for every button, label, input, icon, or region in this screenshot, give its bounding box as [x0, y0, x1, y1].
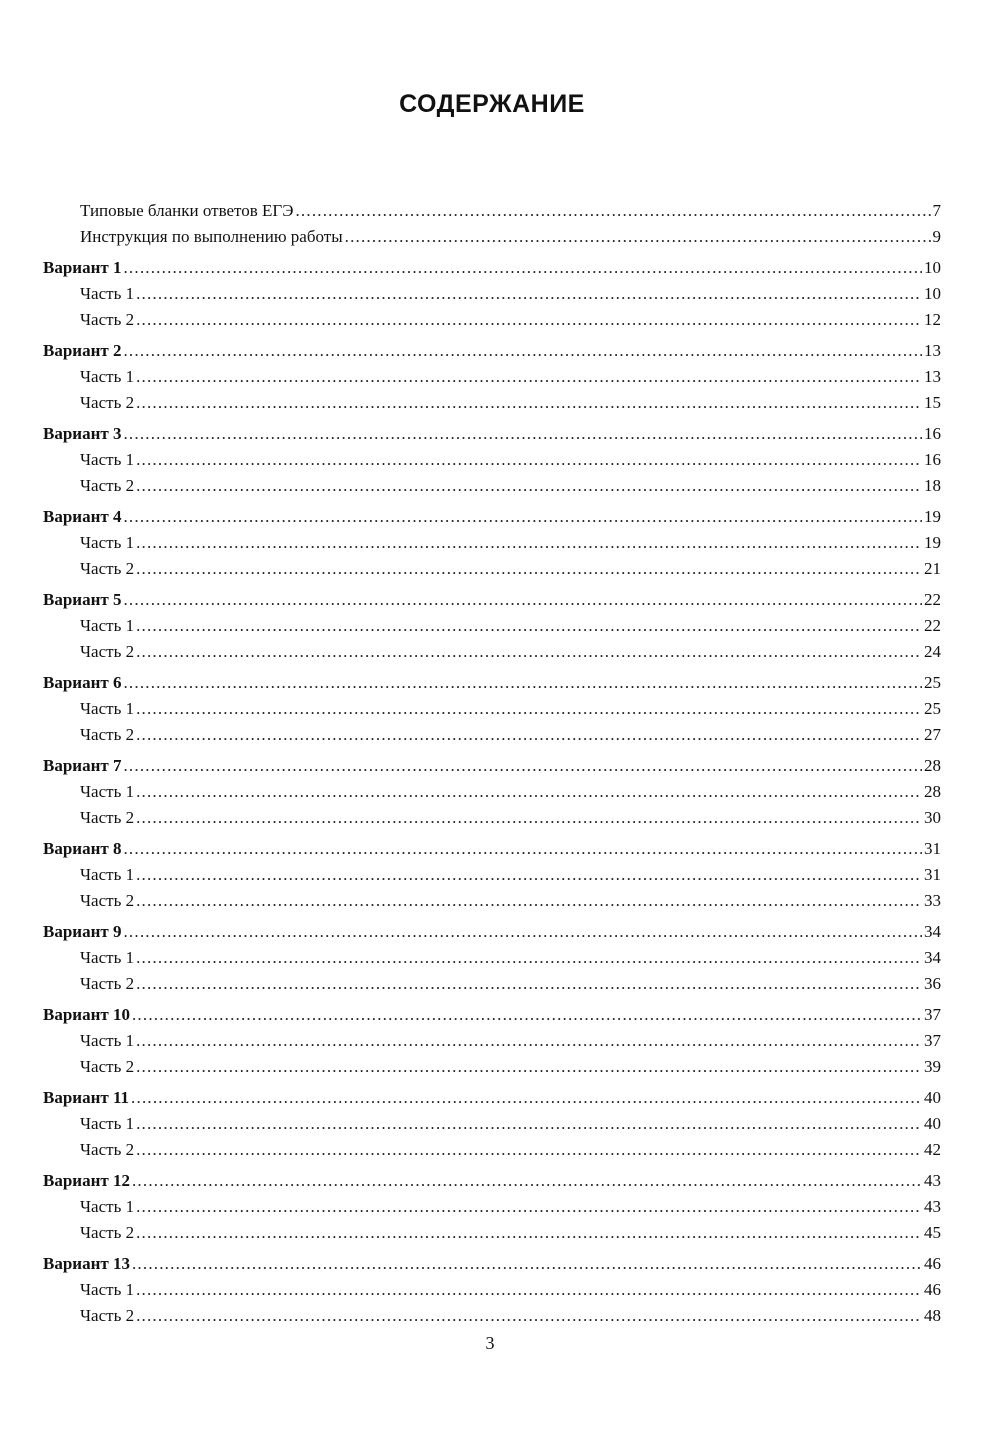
toc-part-entry[interactable]: [43, 530, 941, 556]
toc-part-entry[interactable]: [43, 1277, 941, 1303]
toc-part-entry[interactable]: [43, 390, 941, 416]
toc-entry-label: Вариант 8: [43, 839, 122, 858]
toc-entry-page: 46: [924, 1254, 941, 1273]
toc-entry-label: Вариант 4: [43, 507, 122, 526]
toc-entry-label: Часть 1: [80, 1031, 135, 1050]
toc-entry-page: 10: [924, 258, 941, 277]
toc-variants-group: [43, 255, 941, 1329]
toc-entry-page: 28: [924, 756, 941, 775]
toc-entry-label: Часть 2: [80, 808, 135, 827]
dot-leader: [136, 805, 922, 831]
toc-entry-label: Часть 2: [80, 642, 135, 661]
dot-leader: [132, 1002, 922, 1028]
toc-part-entry[interactable]: [43, 447, 941, 473]
toc-entry-label: Инструкция по выполнению работы: [80, 227, 343, 246]
toc-entry-label: Часть 1: [80, 1114, 135, 1133]
dot-leader: [136, 530, 922, 556]
dot-leader: [136, 1111, 922, 1137]
dot-leader: [131, 1085, 922, 1111]
toc-part-entry[interactable]: [43, 639, 941, 665]
toc-part-entry[interactable]: [43, 1303, 941, 1329]
toc-entry-label: Часть 1: [80, 1280, 135, 1299]
toc-entry-page: 7: [932, 201, 941, 220]
toc-entry-label: Часть 1: [80, 782, 135, 801]
dot-leader: [136, 722, 922, 748]
dot-leader: [136, 556, 922, 582]
dot-leader: [136, 281, 922, 307]
toc-part-entry[interactable]: [43, 722, 941, 748]
dot-leader: [132, 1251, 922, 1277]
toc-part-entry[interactable]: [43, 888, 941, 914]
dot-leader: [123, 421, 922, 447]
toc-entry-label: Часть 1: [80, 616, 135, 635]
toc-entry-label: Часть 1: [80, 367, 135, 386]
toc-entry-label: Часть 1: [80, 450, 135, 469]
dot-leader: [123, 338, 922, 364]
page-number: 3: [485, 1333, 495, 1353]
toc-entry-label: Вариант 6: [43, 673, 122, 692]
dot-leader: [123, 753, 922, 779]
toc-variant-entry[interactable]: [43, 1085, 941, 1111]
dot-leader: [136, 945, 922, 971]
toc-part-entry[interactable]: [43, 1220, 941, 1246]
toc-entry-label: Вариант 13: [43, 1254, 130, 1273]
toc-entry-label: Вариант 1: [43, 258, 122, 277]
dot-leader: [136, 390, 922, 416]
dot-leader: [345, 224, 931, 250]
dot-leader: [136, 639, 922, 665]
toc-entry-page: 46: [924, 1280, 941, 1299]
toc-entry-label: Вариант 5: [43, 590, 122, 609]
toc-part-entry[interactable]: [43, 1054, 941, 1080]
dot-leader: [295, 198, 930, 224]
dot-leader: [136, 1137, 922, 1163]
toc-part-entry[interactable]: [43, 307, 941, 333]
toc-entry-label: Вариант 7: [43, 756, 122, 775]
toc-intro-group: [43, 198, 941, 250]
dot-leader: [136, 447, 922, 473]
toc-entry-page: 16: [924, 424, 941, 443]
toc-variant-entry[interactable]: [43, 1251, 941, 1277]
toc-part-entry[interactable]: [43, 364, 941, 390]
toc-entry-page: 9: [932, 227, 941, 246]
toc-entry-page: 15: [924, 393, 941, 412]
dot-leader: [123, 919, 922, 945]
toc-entry-page: 10: [924, 284, 941, 303]
toc-variant-entry[interactable]: [43, 338, 941, 364]
dot-leader: [136, 1194, 922, 1220]
dot-leader: [136, 862, 922, 888]
dot-leader: [136, 1303, 922, 1329]
toc-entry-page: 30: [924, 808, 941, 827]
toc-entry-label: Часть 2: [80, 1057, 135, 1076]
toc-entry-label: Часть 2: [80, 476, 135, 495]
toc-part-entry[interactable]: [43, 281, 941, 307]
toc-entry-page: 37: [924, 1005, 941, 1024]
dot-leader: [136, 779, 922, 805]
toc-entry-page: 48: [924, 1306, 941, 1325]
toc-entry-page: 43: [924, 1171, 941, 1190]
dot-leader: [136, 364, 922, 390]
dot-leader: [123, 504, 922, 530]
toc-variant-entry[interactable]: [43, 504, 941, 530]
toc-entry-label: Часть 2: [80, 559, 135, 578]
toc-intro-entry[interactable]: [43, 224, 941, 250]
toc-entry-label: Часть 2: [80, 974, 135, 993]
toc-part-entry[interactable]: [43, 556, 941, 582]
toc-entry-label: Вариант 3: [43, 424, 122, 443]
toc-entry-page: 39: [924, 1057, 941, 1076]
toc-part-entry[interactable]: [43, 613, 941, 639]
toc-entry-page: 40: [924, 1088, 941, 1107]
toc-part-entry[interactable]: [43, 473, 941, 499]
toc-variant-entry[interactable]: [43, 670, 941, 696]
dot-leader: [136, 473, 922, 499]
toc-entry-page: 36: [924, 974, 941, 993]
toc-intro-entry[interactable]: [43, 198, 941, 224]
toc-entry-page: 31: [924, 839, 941, 858]
dot-leader: [136, 1028, 922, 1054]
toc-variant-entry[interactable]: [43, 836, 941, 862]
dot-leader: [136, 888, 922, 914]
toc-entry-label: Часть 2: [80, 1223, 135, 1242]
toc-entry-label: Вариант 2: [43, 341, 122, 360]
toc-entry-page: 22: [924, 616, 941, 635]
toc-entry-page: 25: [924, 699, 941, 718]
toc-entry-page: 22: [924, 590, 941, 609]
toc-entry-label: Часть 2: [80, 1306, 135, 1325]
toc-part-entry[interactable]: [43, 696, 941, 722]
toc-entry-page: 37: [924, 1031, 941, 1050]
toc-entry-label: Типовые бланки ответов ЕГЭ: [80, 201, 294, 220]
toc-entry-page: 19: [924, 533, 941, 552]
toc-variant-entry[interactable]: [43, 587, 941, 613]
toc-part-entry[interactable]: [43, 805, 941, 831]
toc-entry-label: Часть 1: [80, 699, 135, 718]
toc-variant-entry[interactable]: [43, 1002, 941, 1028]
toc-part-entry[interactable]: [43, 971, 941, 997]
toc-entry-page: 42: [924, 1140, 941, 1159]
toc-entry-label: Часть 1: [80, 1197, 135, 1216]
dot-leader: [136, 1277, 922, 1303]
toc-entry-label: Часть 2: [80, 891, 135, 910]
toc-entry-label: Часть 2: [80, 310, 135, 329]
toc-entry-label: Часть 2: [80, 1140, 135, 1159]
toc-entry-page: 13: [924, 341, 941, 360]
dot-leader: [136, 307, 922, 333]
table-of-contents: [43, 198, 941, 1329]
dot-leader: [123, 255, 922, 281]
toc-entry-page: 18: [924, 476, 941, 495]
toc-entry-page: 28: [924, 782, 941, 801]
toc-part-entry[interactable]: [43, 1194, 941, 1220]
toc-part-entry[interactable]: [43, 1137, 941, 1163]
toc-entry-page: 19: [924, 507, 941, 526]
dot-leader: [136, 696, 922, 722]
toc-variant-entry[interactable]: [43, 919, 941, 945]
toc-variant-entry[interactable]: [43, 421, 941, 447]
toc-entry-label: Часть 1: [80, 948, 135, 967]
toc-variant-entry[interactable]: [43, 255, 941, 281]
toc-entry-page: 34: [924, 922, 941, 941]
toc-entry-page: 21: [924, 559, 941, 578]
toc-part-entry[interactable]: [43, 945, 941, 971]
toc-variant-entry[interactable]: [43, 753, 941, 779]
toc-entry-label: Вариант 11: [43, 1088, 130, 1107]
page-title: СОДЕРЖАНИЕ: [399, 90, 585, 118]
toc-entry-label: Часть 1: [80, 284, 135, 303]
toc-entry-page: 16: [924, 450, 941, 469]
toc-entry-label: Часть 1: [80, 865, 135, 884]
toc-variant-entry[interactable]: [43, 1168, 941, 1194]
toc-entry-page: 24: [924, 642, 941, 661]
dot-leader: [132, 1168, 922, 1194]
toc-entry-label: Вариант 10: [43, 1005, 130, 1024]
toc-entry-label: Часть 2: [80, 393, 135, 412]
toc-entry-page: 25: [924, 673, 941, 692]
dot-leader: [123, 836, 922, 862]
toc-entry-page: 40: [924, 1114, 941, 1133]
toc-entry-page: 33: [924, 891, 941, 910]
toc-entry-page: 13: [924, 367, 941, 386]
dot-leader: [136, 613, 922, 639]
dot-leader: [136, 1220, 922, 1246]
toc-entry-page: 45: [924, 1223, 941, 1242]
dot-leader: [136, 971, 922, 997]
toc-part-entry[interactable]: [43, 1111, 941, 1137]
toc-part-entry[interactable]: [43, 862, 941, 888]
toc-entry-page: 12: [924, 310, 941, 329]
toc-entry-label: Часть 2: [80, 725, 135, 744]
toc-entry-label: Часть 1: [80, 533, 135, 552]
toc-entry-label: Вариант 9: [43, 922, 122, 941]
toc-entry-page: 27: [924, 725, 941, 744]
dot-leader: [136, 1054, 922, 1080]
toc-entry-page: 34: [924, 948, 941, 967]
dot-leader: [123, 670, 922, 696]
toc-entry-label: Вариант 12: [43, 1171, 130, 1190]
toc-part-entry[interactable]: [43, 1028, 941, 1054]
toc-entry-page: 31: [924, 865, 941, 884]
dot-leader: [123, 587, 922, 613]
toc-entry-page: 43: [924, 1197, 941, 1216]
toc-part-entry[interactable]: [43, 779, 941, 805]
